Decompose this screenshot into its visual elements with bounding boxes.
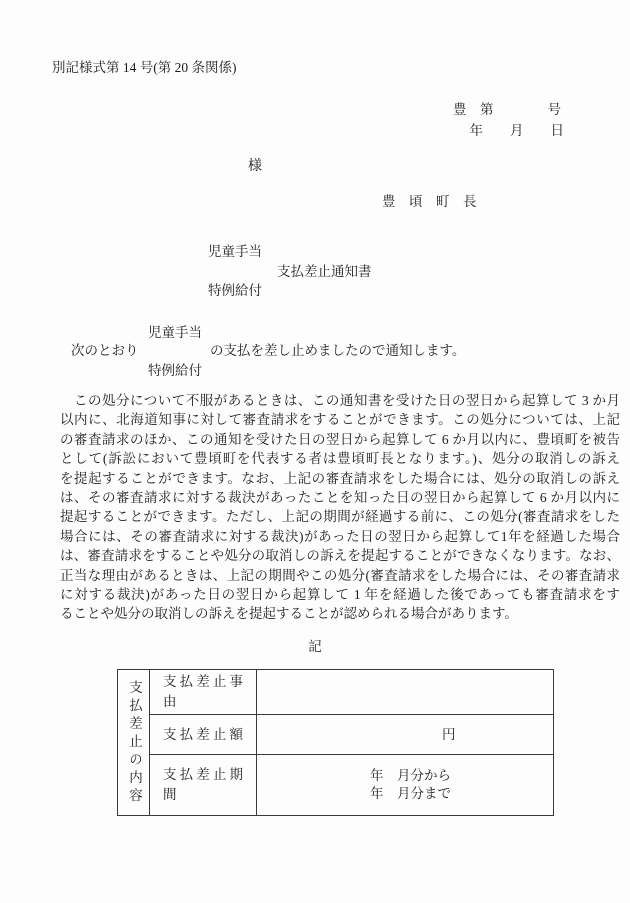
- body-line: の審査請求のほか、この通知を受けた日の翌日から起算して 6 か月以内に、豊頃町を被告: [60, 431, 620, 447]
- body-line: 提起することができます。ただし、上記の期間が経過する前に、この処分(審査請求をした: [60, 509, 620, 525]
- body-line: 正当な理由があるときは、上記の期間やこの処分(審査請求をした場合には、その審査請求: [60, 567, 620, 583]
- side-header-cell: [118, 670, 150, 816]
- table-row-reason: [118, 670, 554, 715]
- side-header-label: 支払差止の内容: [127, 679, 142, 806]
- period-value: [257, 755, 554, 816]
- body-line: ることや処分の取消しの訴えを提起することが認められる場合があります。: [60, 606, 518, 622]
- amount-value: 円: [257, 715, 554, 755]
- period-label: 支払差止期間: [150, 755, 257, 816]
- table-row-amount: [118, 715, 554, 755]
- intro-stack-bottom: 特例給付: [148, 363, 202, 378]
- document-number-line: 豊 第 号: [453, 102, 561, 117]
- reason-value: [257, 670, 554, 715]
- title-allowance-top: 児童手当: [208, 244, 262, 259]
- body-line: は、その審査請求に対する裁決があったことを知った日の翌日から起算して 6 か月以内に: [60, 490, 620, 506]
- body-line: は、審査請求をすることや処分の取消しの訴えを提起することができなくなります。なお、: [60, 548, 620, 564]
- suspension-details-table: [117, 669, 554, 816]
- document-title: 支払差止通知書: [277, 264, 372, 279]
- intro-stack-top: 児童手当: [148, 325, 202, 340]
- addressee-suffix: 様: [248, 159, 262, 174]
- intro-lead: 次のとおり: [71, 343, 139, 358]
- body-line: として(訴訟において豊頃町を代表する者は豊頃町長となります。)、処分の取消しの訴え: [60, 451, 620, 467]
- appeal-notice-paragraph: [60, 391, 620, 624]
- body-line: この処分について不服があるときは、この通知書を受けた日の翌日から起算して 3 か月: [60, 393, 620, 408]
- body-line: 以内に、北海道知事に対して審査請求をすることができます。この処分については、上記: [60, 412, 620, 428]
- form-number: 別記様式第 14 号(第 20 条関係): [52, 60, 237, 75]
- body-line: 場合には、その審査請求に対する裁決)があった日の翌日から起算して1年を経過した場合: [60, 528, 620, 544]
- title-allowance-bottom: 特例給付: [208, 283, 262, 298]
- period-from: 年 月分から: [370, 767, 451, 783]
- body-line: を提起することができます。なお、上記の審査請求をした場合には、処分の取消しの訴え: [60, 470, 620, 486]
- date-line: 年 月 日: [469, 123, 564, 138]
- issuer-mayor: 豊 頃 町 長: [382, 194, 477, 209]
- intro-tail: の支払を差し止めましたので通知します。: [210, 343, 466, 358]
- body-line: に対する裁決)があった日の翌日から起算して 1 年を経過した後であっても審査請求をす: [60, 587, 620, 603]
- period-to: 年 月分まで: [370, 786, 451, 801]
- reason-label: 支払差止事由: [150, 670, 257, 715]
- ki-marker: 記: [308, 639, 322, 654]
- table-row-period: [118, 755, 554, 816]
- amount-label: 支払差止額: [150, 715, 257, 755]
